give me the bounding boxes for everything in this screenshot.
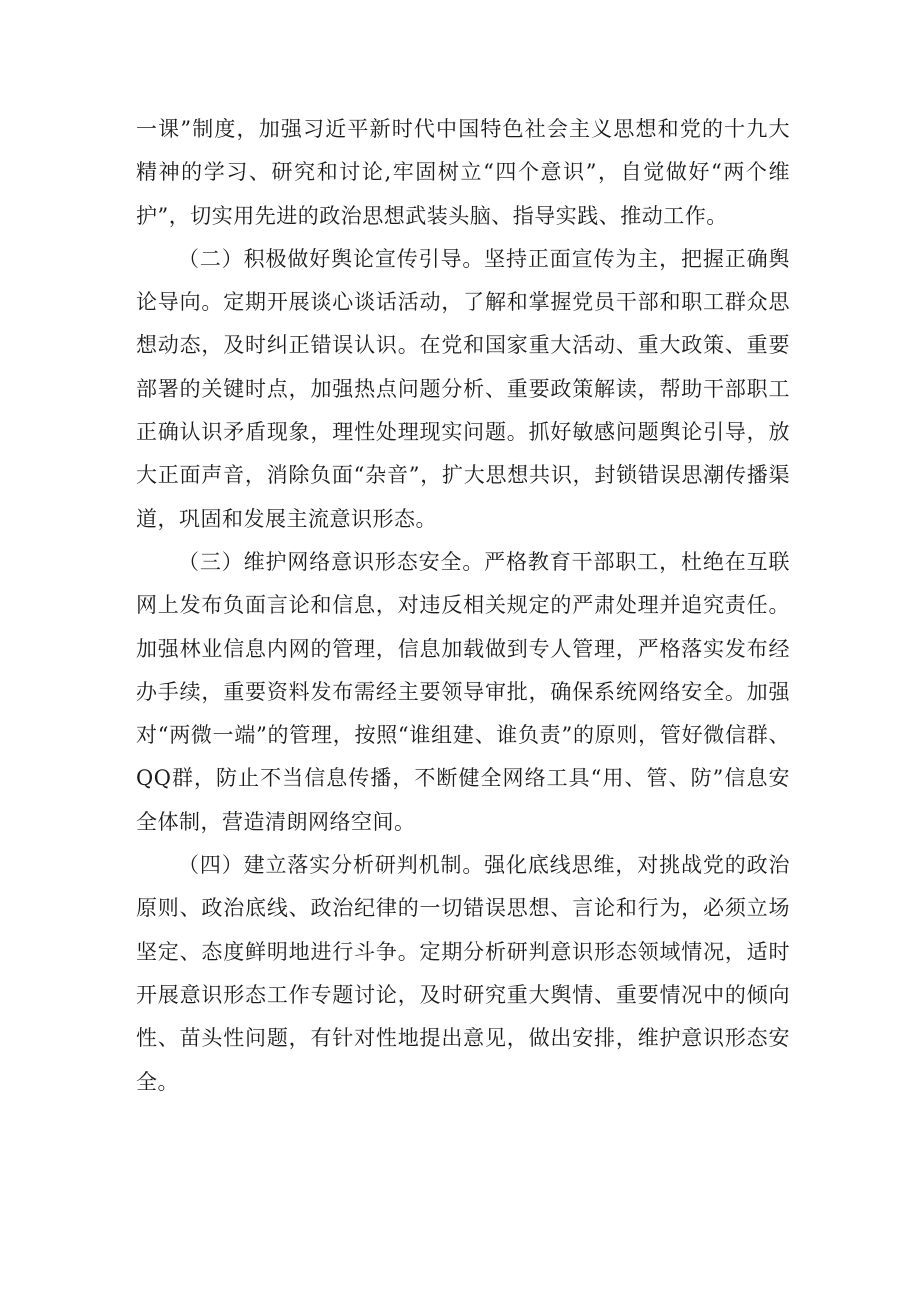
paragraph-section-2: （二）积极做好舆论宣传引导。坚持正面宣传为主，把握正确舆论导向。定期开展谈心谈话活动，了解和掌握党员干部和职工群众思想动态，及时纠正错误认识。在党和国家重大活动、重大政策、重要部署的关键时点，加强热点问题分析、重要政策解读，帮助干部职工正确认识矛盾现象，理性处理现实问题。抓好敏感问题舆论引导，放大正面声音，消除负面“杂音”，扩大思想共识，封锁错误思潮传播渠道，巩固和发展主流意识形态。 [136, 246, 790, 531]
paragraph-continuation: 一课”制度，加强习近平新时代中国特色社会主义思想和党的十九大精神的学习、研究和讨论,牢固树立“四个意识”，自觉做好“两个维护”，切实用先进的政治思想武装头脑、指导实践、推动工作。 [136, 117, 790, 228]
document-body [136, 108, 790, 1104]
paragraph-section-4: （四）建立落实分析研判机制。强化底线思维，对挑战党的政治原则、政治底线、政治纪律的一切错误思想、言论和行为，必须立场坚定、态度鲜明地进行斗争。定期分析研判意识形态领域情况，适时开展意识形态工作专题讨论，及时研究重大舆情、重要情况中的倾向性、苗头性问题，有针对性地提出意见，做出安排，维护意识形态安全。 [136, 853, 790, 1094]
paragraph-section-3: （三）维护网络意识形态安全。严格教育干部职工，杜绝在互联网上发布负面言论和信息，对违反相关规定的严肃处理并追究责任。加强林业信息内网的管理，信息加载做到专人管理，严格落实发布经办手续，重要资料发布需经主要领导审批，确保系统网络安全。加强对“两微一端”的管理，按照“谁组建、谁负责”的原则，管好微信群、QQ群，防止不当信息传播，不断健全网络工具“用、管、防”信息安全体制，营造清朗网络空间。 [136, 549, 790, 834]
